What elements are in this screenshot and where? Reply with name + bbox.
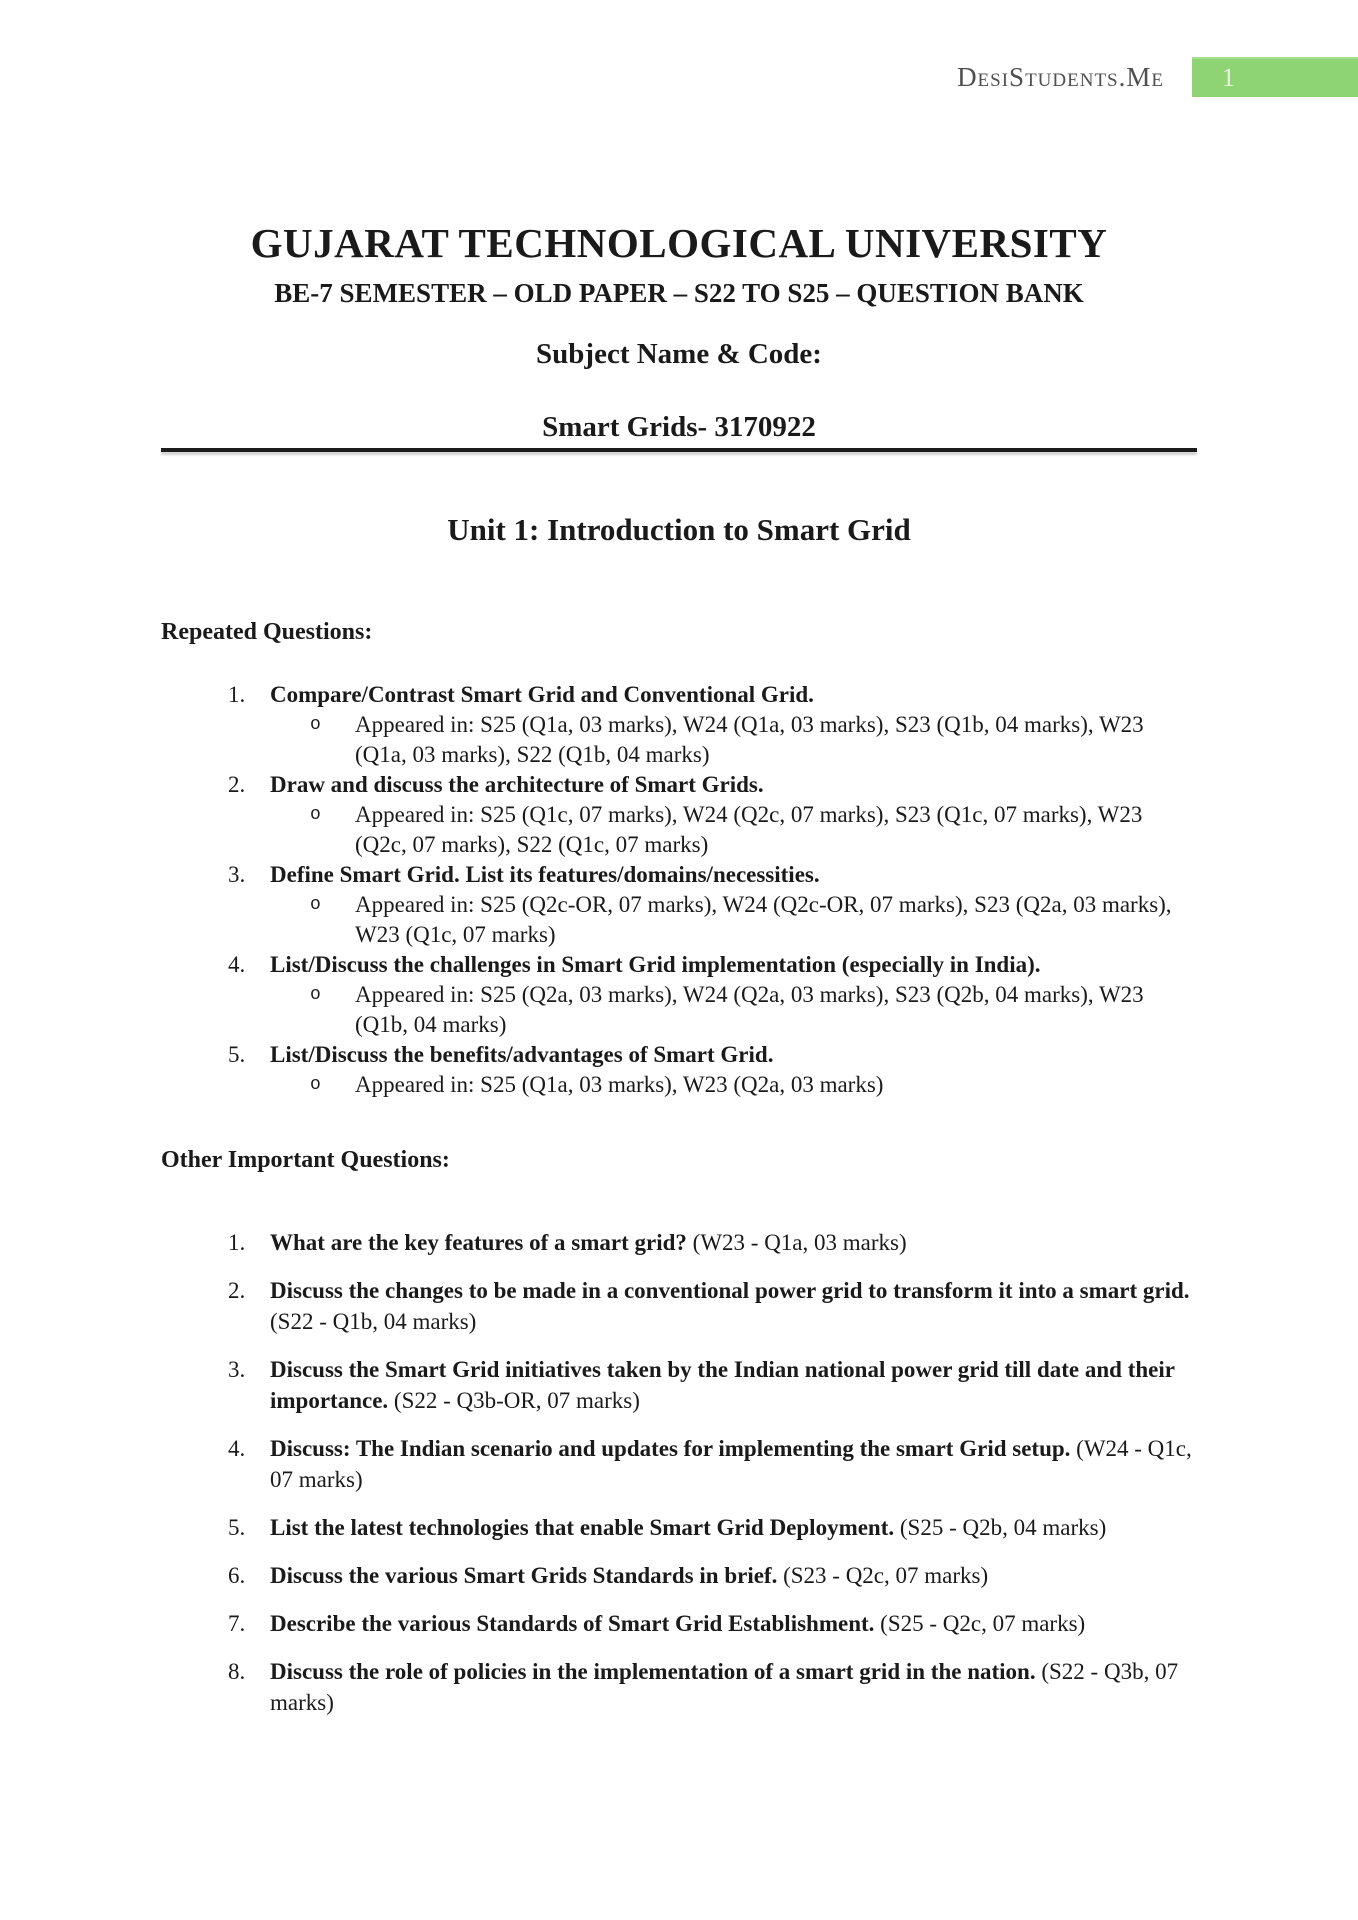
other-questions-heading: Other Important Questions: <box>161 1147 450 1174</box>
question-number: 5. <box>228 1042 246 1068</box>
question-text: What are the key features of a smart grid? <box>270 1230 687 1256</box>
question-reference: (S25 - Q2b, 04 marks) <box>899 1515 1107 1541</box>
other-question-item <box>161 1354 1197 1416</box>
question-text: Describe the various Standards of Smart Grid Establishment. <box>270 1611 875 1637</box>
question-number: 5. <box>228 1515 246 1541</box>
question-text: Draw and discuss the architecture of Smart Grids. <box>270 772 764 798</box>
page-number: 1 <box>1222 63 1235 92</box>
question-number: 7. <box>228 1611 246 1637</box>
question-reference: (W24 - Q1c, 07 marks) <box>270 1436 1192 1493</box>
repeated-questions-heading: Repeated Questions: <box>161 619 373 646</box>
watermark-text: DesiStudents.Me <box>957 61 1164 92</box>
circle-bullet-icon: o <box>310 895 321 916</box>
other-question-item <box>161 1227 1197 1258</box>
appeared-in-text: Appeared in: S25 (Q1a, 03 marks), W24 (Q1a, 03 marks), S23 (Q1b, 04 marks), W23 (Q1a, 03 marks), S22 (Q1b, 04 marks) <box>355 712 1144 768</box>
question-text: List/Discuss the benefits/advantages of Smart Grid. <box>270 1042 774 1068</box>
question-number: 3. <box>228 1357 246 1383</box>
appeared-in-text: Appeared in: S25 (Q2c-OR, 07 marks), W24 (Q2c-OR, 07 marks), S23 (Q2a, 03 marks), W23 (Q1c, 07 marks) <box>355 892 1172 948</box>
question-reference: (S22 - Q3b-OR, 07 marks) <box>393 1388 640 1414</box>
question-text: List/Discuss the challenges in Smart Grid implementation (especially in India). <box>270 952 1041 978</box>
repeated-question-item <box>161 950 1197 1040</box>
circle-bullet-icon: o <box>310 805 321 826</box>
unit-title: Unit 1: Introduction to Smart Grid <box>447 512 911 548</box>
appeared-in-text: Appeared in: S25 (Q1a, 03 marks), W23 (Q2a, 03 marks) <box>355 1072 884 1098</box>
question-number: 2. <box>228 772 246 798</box>
question-text: Discuss the changes to be made in a conventional power grid to transform it into a smart grid. <box>270 1278 1190 1304</box>
question-number: 1. <box>228 1230 246 1256</box>
subject-name-code: Smart Grids- 3170922 <box>542 411 816 444</box>
question-text: Discuss: The Indian scenario and updates for implementing the smart Grid setup. <box>270 1436 1071 1462</box>
question-number: 2. <box>228 1278 246 1304</box>
question-reference: (S22 - Q3b, 07 marks) <box>270 1659 1179 1716</box>
page-number-badge <box>1192 57 1358 97</box>
university-title: GUJARAT TECHNOLOGICAL UNIVERSITY <box>250 220 1108 266</box>
repeated-question-item <box>161 1040 1197 1100</box>
page-header <box>957 57 1358 97</box>
question-text: List the latest technologies that enable Smart Grid Deployment. <box>270 1515 895 1541</box>
question-text: Define Smart Grid. List its features/domains/necessities. <box>270 862 820 888</box>
subject-label: Subject Name & Code: <box>536 338 822 371</box>
repeated-question-item <box>161 680 1197 770</box>
question-reference: (S25 - Q2c, 07 marks) <box>880 1611 1086 1637</box>
circle-bullet-icon: o <box>310 715 321 736</box>
question-number: 3. <box>228 862 246 888</box>
repeated-question-item <box>161 770 1197 860</box>
question-reference: (W23 - Q1a, 03 marks) <box>692 1230 907 1256</box>
other-question-item <box>161 1433 1197 1495</box>
document-content <box>0 222 1358 1718</box>
question-text: Compare/Contrast Smart Grid and Conventional Grid. <box>270 682 814 708</box>
question-reference: (S23 - Q2c, 07 marks) <box>783 1563 989 1589</box>
question-text: Discuss the Smart Grid initiatives taken by the Indian national power grid till date and their importance. <box>270 1357 1175 1414</box>
question-number: 6. <box>228 1563 246 1589</box>
question-reference: (S22 - Q1b, 04 marks) <box>270 1309 477 1335</box>
other-question-item <box>161 1608 1197 1639</box>
other-question-item <box>161 1656 1197 1718</box>
question-text: Discuss the role of policies in the implementation of a smart grid in the nation. <box>270 1659 1036 1685</box>
question-number: 1. <box>228 682 246 708</box>
paper-subtitle: BE-7 SEMESTER – OLD PAPER – S22 TO S25 – QUESTION BANK <box>274 278 1084 309</box>
other-questions-list <box>161 1227 1197 1718</box>
question-number: 4. <box>228 1436 246 1462</box>
appeared-in-text: Appeared in: S25 (Q1c, 07 marks), W24 (Q2c, 07 marks), S23 (Q1c, 07 marks), W23 (Q2c, 07 marks), S22 (Q1c, 07 marks) <box>355 802 1143 858</box>
other-question-item <box>161 1512 1197 1543</box>
appeared-in-text: Appeared in: S25 (Q2a, 03 marks), W24 (Q2a, 03 marks), S23 (Q2b, 04 marks), W23 (Q1b, 04 marks) <box>355 982 1144 1038</box>
repeated-question-item <box>161 860 1197 950</box>
circle-bullet-icon: o <box>310 1075 321 1096</box>
circle-bullet-icon: o <box>310 985 321 1006</box>
question-number: 4. <box>228 952 246 978</box>
repeated-questions-list <box>161 680 1197 1100</box>
other-question-item <box>161 1560 1197 1591</box>
horizontal-rule <box>161 448 1197 452</box>
other-question-item <box>161 1275 1197 1337</box>
question-text: Discuss the various Smart Grids Standards in brief. <box>270 1563 778 1589</box>
question-number: 8. <box>228 1659 246 1685</box>
